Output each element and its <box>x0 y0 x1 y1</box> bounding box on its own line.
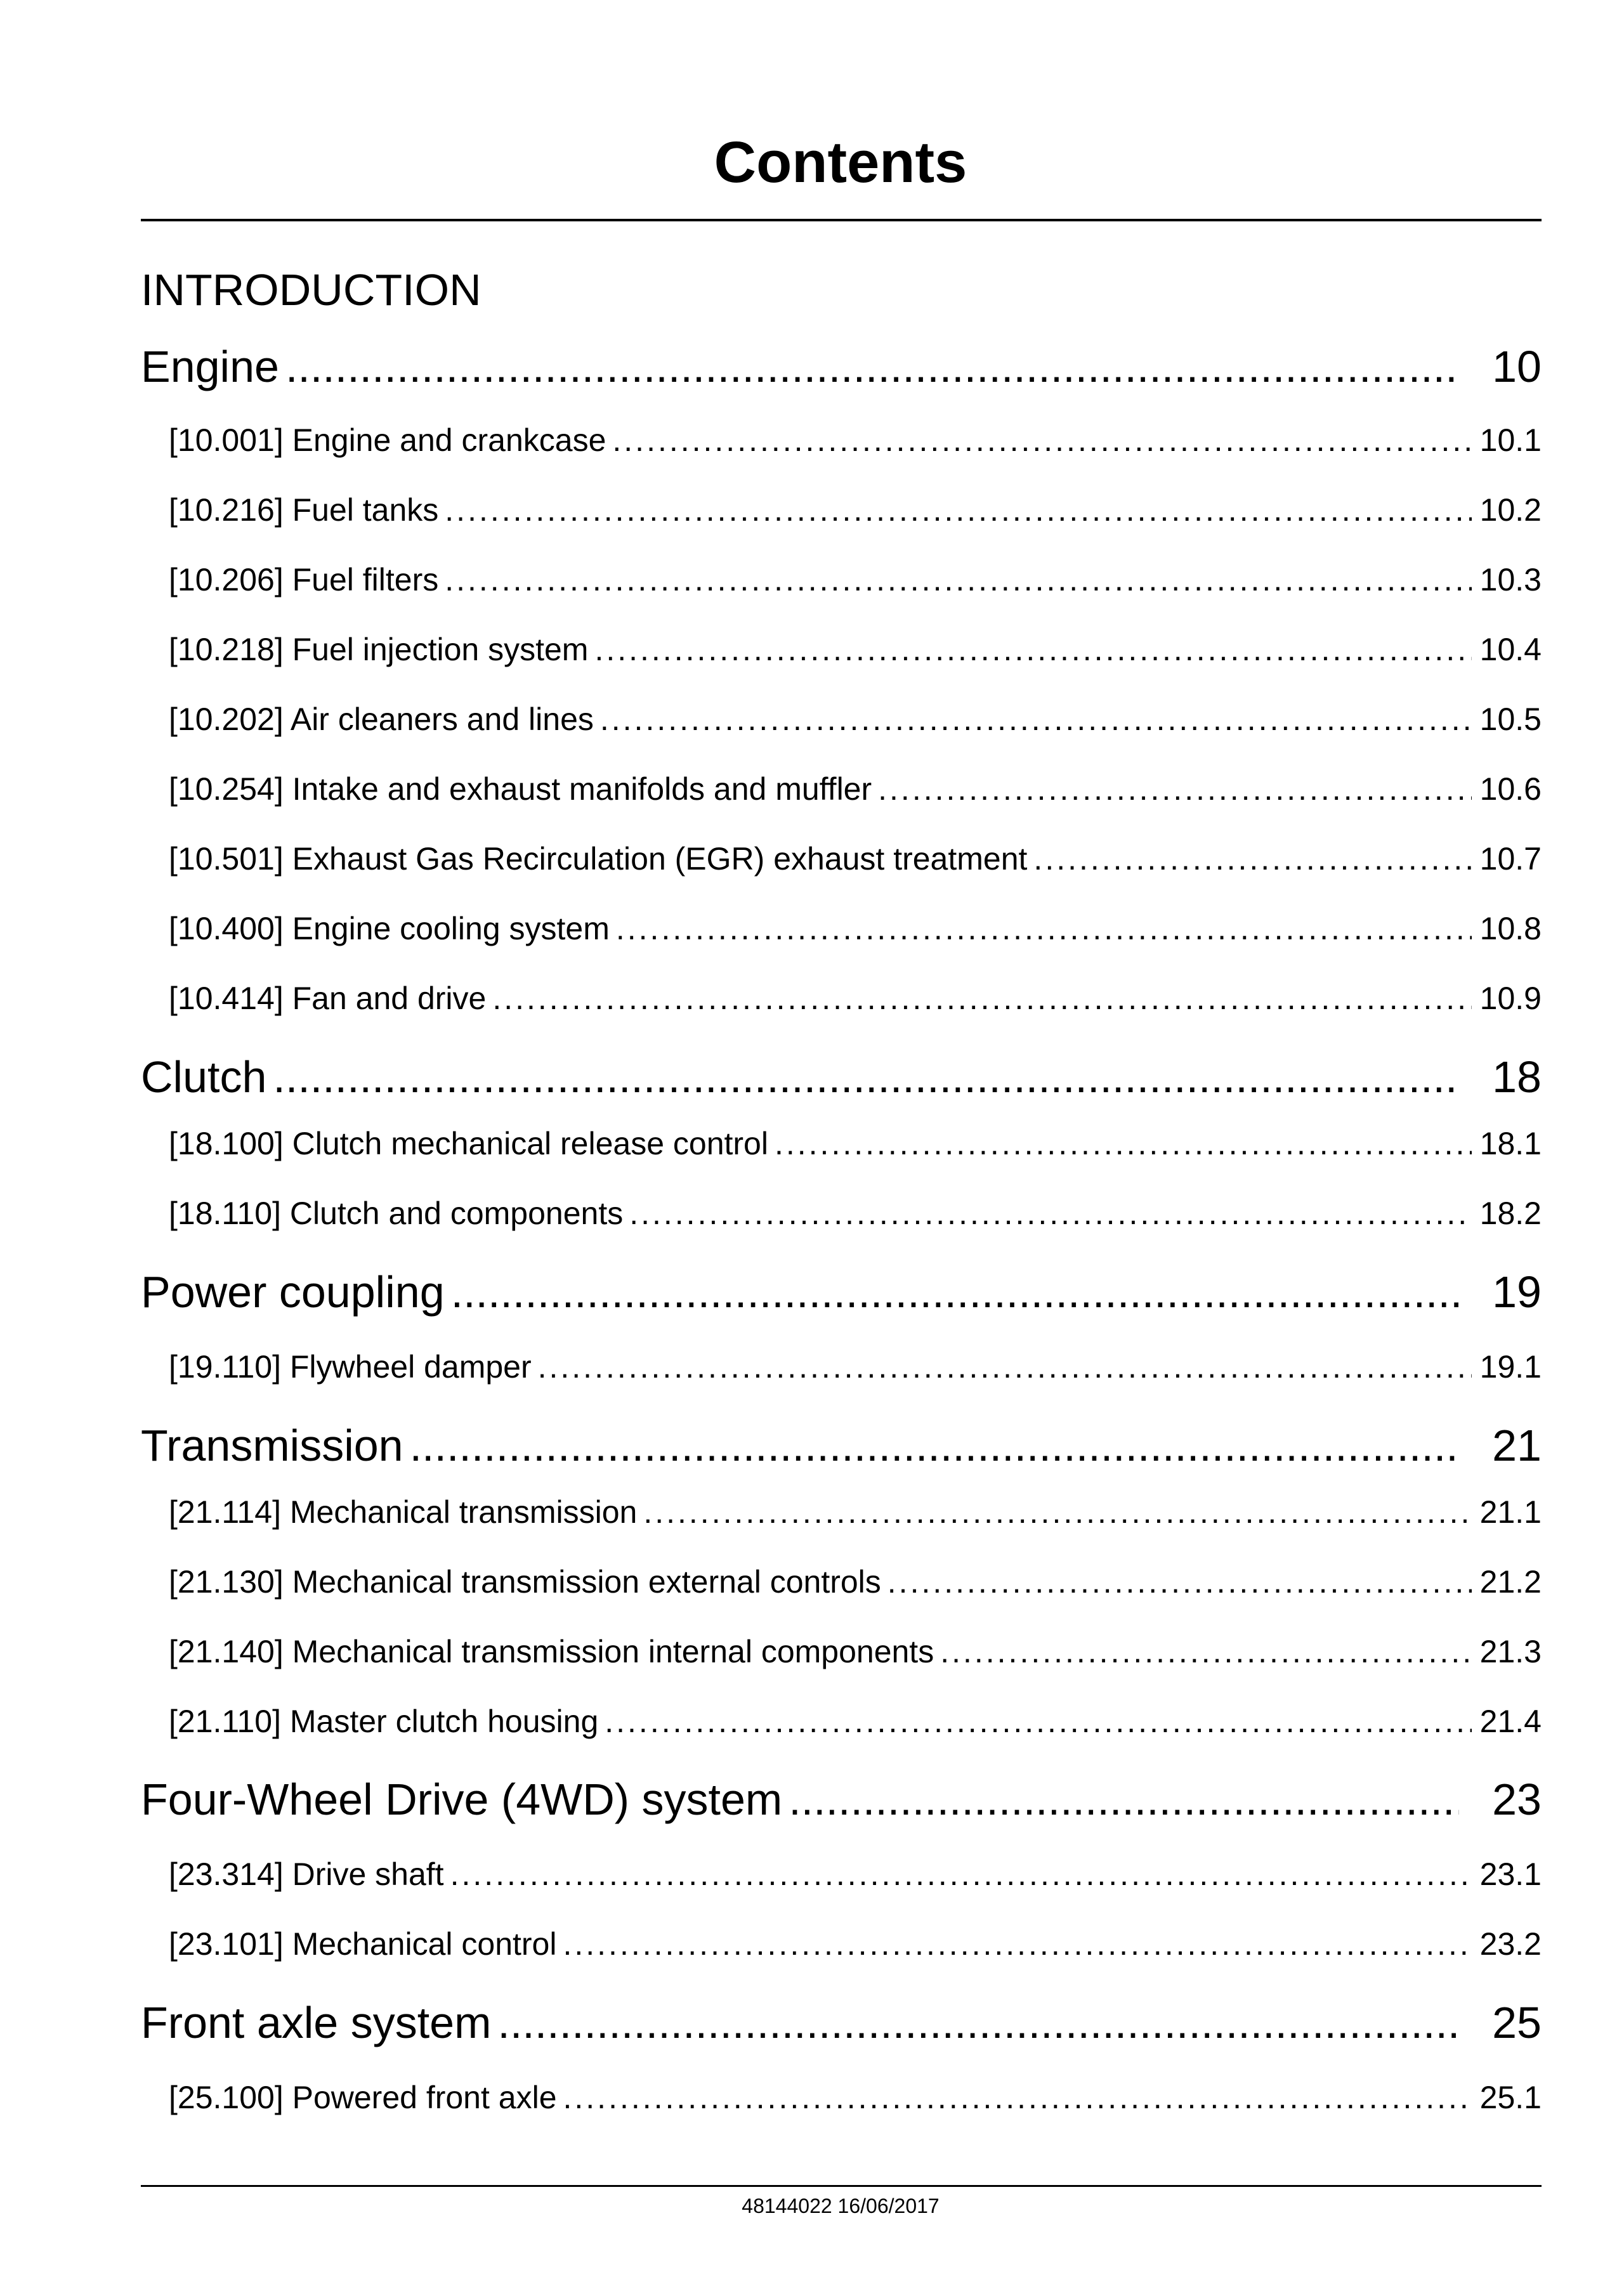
toc-dot-leader <box>878 773 1472 805</box>
toc-entry-label: [18.100] Clutch mechanical release control <box>169 1126 768 1161</box>
footer-doc-id: 48144022 16/06/2017 <box>742 2195 940 2217</box>
toc-chapter-engine[interactable] <box>141 344 1542 389</box>
toc-entry-page: 25 <box>1492 1998 1542 2047</box>
toc-section-10-206[interactable] <box>169 564 1542 596</box>
toc-entry-page: 19.1 <box>1479 1349 1542 1385</box>
toc-entry-page: 10.3 <box>1479 562 1542 597</box>
toc-section-10-218[interactable] <box>169 634 1542 665</box>
toc-entry-label: Transmission <box>141 1421 403 1470</box>
toc-entry-label: [10.202] Air cleaners and lines <box>169 701 594 737</box>
toc-dot-leader <box>612 424 1472 456</box>
toc-dot-leader <box>940 1636 1472 1667</box>
toc-entry-label: Clutch <box>141 1052 267 1102</box>
toc-section-18-100[interactable] <box>169 1128 1542 1159</box>
toc-entry-label: [10.218] Fuel injection system <box>169 632 589 667</box>
toc-entry-label: Engine <box>141 342 279 391</box>
toc-dot-leader <box>600 703 1472 735</box>
footer-rule <box>141 2185 1542 2187</box>
toc-dot-leader <box>538 1351 1472 1383</box>
toc-dot-leader <box>451 1270 1459 1314</box>
toc-entry-page: 18 <box>1492 1052 1542 1102</box>
toc-dot-leader <box>887 1566 1472 1598</box>
toc-entry-label: [21.110] Master clutch housing <box>169 1704 599 1739</box>
toc-entry-page: 23 <box>1492 1775 1542 1824</box>
toc-entry-label: [10.501] Exhaust Gas Recirculation (EGR) exhaust treatment <box>169 841 1028 877</box>
toc-dot-leader <box>497 2000 1459 2045</box>
toc-entry-label: [10.216] Fuel tanks <box>169 492 439 528</box>
toc-chapter-transmission[interactable] <box>141 1423 1542 1468</box>
toc-entry-page: 21.4 <box>1479 1704 1542 1739</box>
toc-entry-label: [10.254] Intake and exhaust manifolds and muffler <box>169 771 872 807</box>
toc-section-23-314[interactable] <box>169 1858 1542 1890</box>
toc-entry-page: 10.2 <box>1479 492 1542 528</box>
toc-entry-label: Front axle system <box>141 1998 492 2047</box>
toc-section-10-216[interactable] <box>169 494 1542 526</box>
toc-entry-label: [10.001] Engine and crankcase <box>169 422 606 458</box>
toc-dot-leader <box>616 913 1472 944</box>
toc-section-21-110[interactable] <box>169 1706 1542 1737</box>
toc-entry-label: [21.140] Mechanical transmission internal components <box>169 1634 934 1669</box>
toc-dot-leader <box>629 1197 1472 1229</box>
toc-entry-label: [19.110] Flywheel damper <box>169 1349 532 1385</box>
toc-chapter-front-axle-system[interactable] <box>141 2000 1542 2045</box>
toc-entry-page: 18.2 <box>1479 1196 1542 1231</box>
toc-section-10-254[interactable] <box>169 773 1542 805</box>
toc-entry-label: [10.400] Engine cooling system <box>169 911 610 946</box>
toc-chapter-power-coupling[interactable] <box>141 1267 1542 1317</box>
toc-entry-label: [21.130] Mechanical transmission external controls <box>169 1564 881 1600</box>
toc-entry-label: [10.414] Fan and drive <box>169 981 487 1016</box>
intro-heading: INTRODUCTION <box>141 265 481 315</box>
toc-chapter-clutch[interactable] <box>141 1052 1542 1102</box>
toc-section-21-130[interactable] <box>169 1566 1542 1598</box>
toc-entry-page: 21.1 <box>1479 1494 1542 1530</box>
toc-section-23-101[interactable] <box>169 1928 1542 1960</box>
toc-entry-label: [21.114] Mechanical transmission <box>169 1494 638 1530</box>
toc-section-10-400[interactable] <box>169 913 1542 944</box>
toc-entry-page: 10.4 <box>1479 632 1542 667</box>
toc-entry-page: 10.6 <box>1479 771 1542 807</box>
toc-section-10-501[interactable] <box>169 843 1542 875</box>
toc-entry-page: 25.1 <box>1479 2080 1542 2115</box>
page-title: Contents <box>714 130 967 195</box>
toc-dot-leader <box>410 1423 1459 1468</box>
toc-entry-page: 10.8 <box>1479 911 1542 946</box>
toc-entry-label: [23.314] Drive shaft <box>169 1856 444 1892</box>
toc-section-10-414[interactable] <box>169 982 1542 1014</box>
toc-dot-leader <box>563 1928 1472 1960</box>
toc-dot-leader <box>273 1055 1459 1099</box>
toc-entry-label: [23.101] Mechanical control <box>169 1926 557 1962</box>
toc-entry-label: Power coupling <box>141 1267 445 1317</box>
toc-entry-page: 18.1 <box>1479 1126 1542 1161</box>
toc-dot-leader <box>594 634 1472 665</box>
toc-entry-label: [18.110] Clutch and components <box>169 1196 624 1231</box>
toc-entry-page: 19 <box>1492 1267 1542 1317</box>
toc-entry-label: Four-Wheel Drive (4WD) system <box>141 1775 783 1824</box>
toc-section-19-110[interactable] <box>169 1351 1542 1383</box>
toc-dot-leader <box>1033 843 1472 875</box>
toc-entry-page: 10.1 <box>1479 422 1542 458</box>
toc-entry-page: 21.2 <box>1479 1564 1542 1600</box>
toc-dot-leader <box>492 982 1472 1014</box>
toc-dot-leader <box>775 1128 1472 1159</box>
toc-chapter-4wd-system[interactable] <box>141 1777 1542 1822</box>
toc-entry-page: 10 <box>1492 342 1542 391</box>
toc-entry-page: 23.1 <box>1479 1856 1542 1892</box>
toc-dot-leader <box>789 1777 1459 1822</box>
toc-section-18-110[interactable] <box>169 1197 1542 1229</box>
toc-dot-leader <box>605 1706 1472 1737</box>
toc-section-25-100[interactable] <box>169 2082 1542 2113</box>
toc-section-10-001[interactable] <box>169 424 1542 456</box>
toc-entry-page: 21 <box>1492 1421 1542 1470</box>
toc-dot-leader <box>563 2082 1472 2113</box>
toc-dot-leader <box>643 1496 1472 1528</box>
toc-entry-page: 21.3 <box>1479 1634 1542 1669</box>
toc-entry-label: [10.206] Fuel filters <box>169 562 439 597</box>
toc-dot-leader <box>450 1858 1472 1890</box>
toc-dot-leader <box>445 564 1472 596</box>
toc-entry-page: 23.2 <box>1479 1926 1542 1962</box>
toc-section-21-140[interactable] <box>169 1636 1542 1667</box>
toc-section-10-202[interactable] <box>169 703 1542 735</box>
toc-dot-leader <box>285 344 1459 389</box>
toc-entry-page: 10.7 <box>1479 841 1542 877</box>
toc-entry-page: 10.9 <box>1479 981 1542 1016</box>
toc-section-21-114[interactable] <box>169 1496 1542 1528</box>
header-rule <box>141 219 1542 221</box>
toc-entry-label: [25.100] Powered front axle <box>169 2080 557 2115</box>
toc-entry-page: 10.5 <box>1479 701 1542 737</box>
toc-dot-leader <box>445 494 1472 526</box>
